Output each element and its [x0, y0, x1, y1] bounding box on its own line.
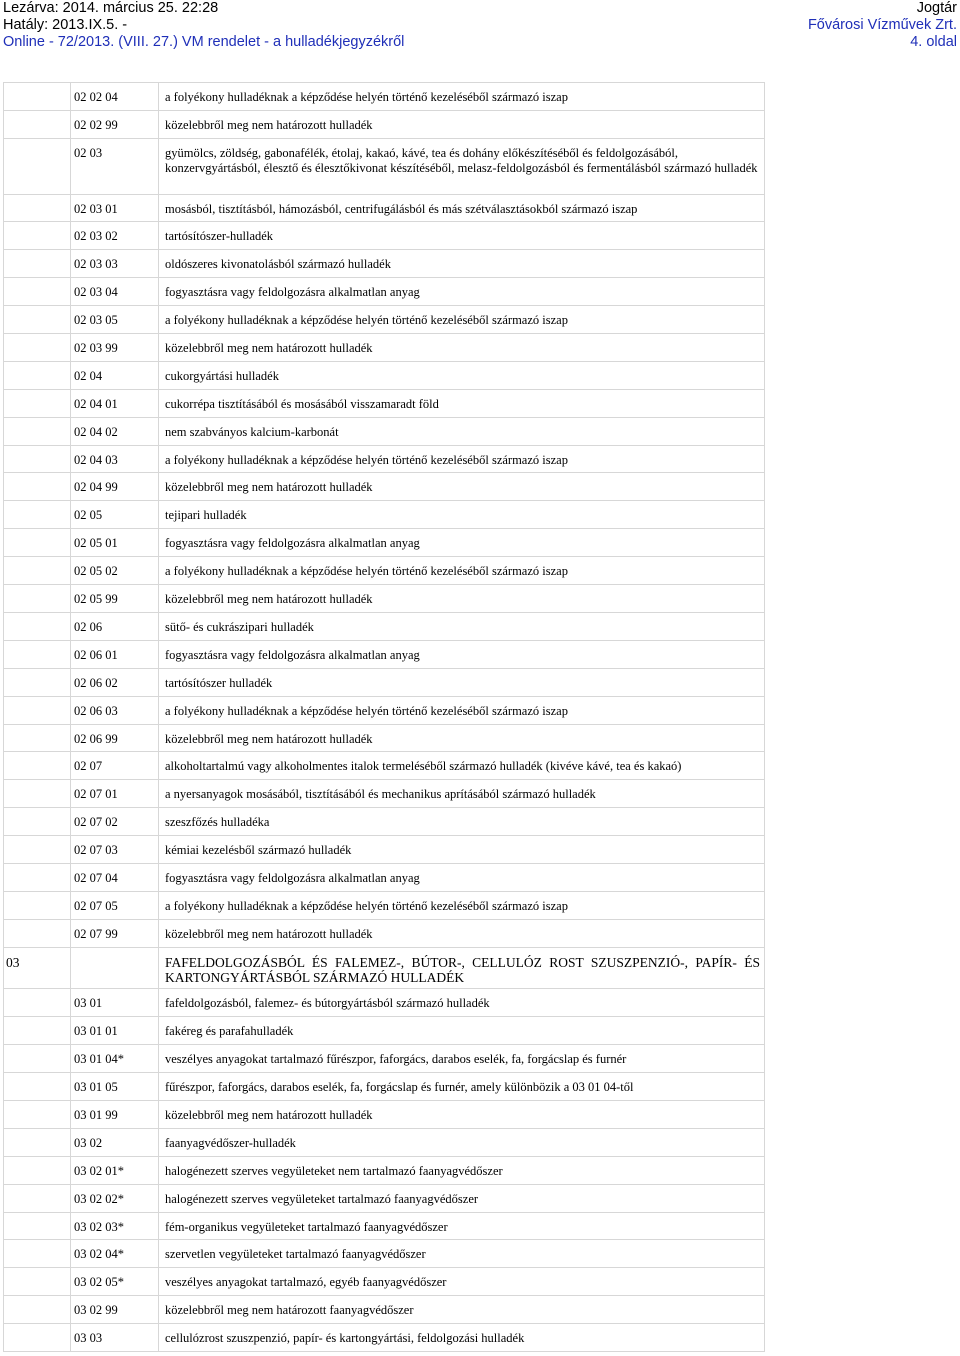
table-row — [4, 557, 765, 585]
category-code — [4, 724, 71, 752]
waste-code: 02 06 02 — [71, 668, 159, 696]
table-row — [4, 919, 765, 947]
table-row — [4, 696, 765, 724]
waste-code: 02 04 — [71, 361, 159, 389]
table-row — [4, 110, 765, 138]
category-code — [4, 501, 71, 529]
waste-description: közelebbről meg nem határozott hulladék — [159, 473, 765, 501]
table-row — [4, 417, 765, 445]
table-row — [4, 585, 765, 613]
table-row — [4, 529, 765, 557]
category-code — [4, 1045, 71, 1073]
category-code — [4, 306, 71, 334]
waste-code: 02 07 — [71, 752, 159, 780]
table-row — [4, 445, 765, 473]
category-code — [4, 110, 71, 138]
waste-code: 03 02 02* — [71, 1184, 159, 1212]
document-title: Online - 72/2013. (VIII. 27.) VM rendelet - a hulladékjegyzékről — [3, 34, 405, 50]
waste-description: fogyasztásra vagy feldolgozásra alkalmatlan anyag — [159, 278, 765, 306]
waste-description: tartósítószer-hulladék — [159, 222, 765, 250]
closing-date: Lezárva: 2014. március 25. 22:28 — [3, 0, 219, 16]
table-row — [4, 334, 765, 362]
table-row — [4, 250, 765, 278]
waste-code: 03 02 — [71, 1128, 159, 1156]
table-row — [4, 1324, 765, 1352]
table-row — [4, 83, 765, 111]
category-code — [4, 752, 71, 780]
waste-code: 02 05 — [71, 501, 159, 529]
waste-code: 03 02 03* — [71, 1212, 159, 1240]
table-row — [4, 306, 765, 334]
waste-description: közelebbről meg nem határozott hulladék — [159, 724, 765, 752]
category-code — [4, 780, 71, 808]
waste-code: 02 04 02 — [71, 417, 159, 445]
category-code — [4, 445, 71, 473]
table-row — [4, 278, 765, 306]
table-row — [4, 891, 765, 919]
category-code — [4, 278, 71, 306]
waste-code: 02 07 02 — [71, 808, 159, 836]
waste-description: fogyasztásra vagy feldolgozásra alkalmatlan anyag — [159, 640, 765, 668]
waste-code: 02 05 01 — [71, 529, 159, 557]
waste-description: cukorgyártási hulladék — [159, 361, 765, 389]
waste-code: 03 02 01* — [71, 1156, 159, 1184]
waste-description: a folyékony hulladéknak a képződése helyén történő kezeléséből származó iszap — [159, 445, 765, 473]
category-code — [4, 473, 71, 501]
waste-description: cukorrépa tisztításából és mosásából visszamaradt föld — [159, 389, 765, 417]
waste-code: 02 04 03 — [71, 445, 159, 473]
waste-description: mosásból, tisztításból, hámozásból, centrifugálásból és más szétválasztásokból származó iszap — [159, 194, 765, 222]
category-code — [4, 1268, 71, 1296]
category-code — [4, 250, 71, 278]
table-row — [4, 501, 765, 529]
category-code — [4, 668, 71, 696]
table-row — [4, 724, 765, 752]
category-code — [4, 863, 71, 891]
category-code — [4, 1324, 71, 1352]
category-code — [4, 640, 71, 668]
table-row — [4, 1296, 765, 1324]
waste-description: a folyékony hulladéknak a képződése helyén történő kezeléséből származó iszap — [159, 557, 765, 585]
waste-code: 02 07 04 — [71, 863, 159, 891]
category-code — [4, 585, 71, 613]
waste-description: kémiai kezelésből származó hulladék — [159, 836, 765, 864]
waste-description: fakéreg és parafahulladék — [159, 1017, 765, 1045]
waste-description: sütő- és cukrászipari hulladék — [159, 612, 765, 640]
table-row — [4, 1268, 765, 1296]
table-row — [4, 752, 765, 780]
waste-description: a folyékony hulladéknak a képződése helyén történő kezeléséből származó iszap — [159, 891, 765, 919]
category-code — [4, 919, 71, 947]
waste-code: 03 01 99 — [71, 1100, 159, 1128]
table-row — [4, 1100, 765, 1128]
table-row — [4, 389, 765, 417]
waste-description: fogyasztásra vagy feldolgozásra alkalmatlan anyag — [159, 529, 765, 557]
waste-description: közelebbről meg nem határozott hulladék — [159, 334, 765, 362]
waste-code: 02 05 99 — [71, 585, 159, 613]
category-code — [4, 1017, 71, 1045]
waste-code: 03 01 05 — [71, 1073, 159, 1101]
waste-code: 03 01 — [71, 989, 159, 1017]
table-row — [4, 1156, 765, 1184]
category-code — [4, 557, 71, 585]
table-row — [4, 1240, 765, 1268]
waste-code: 02 03 02 — [71, 222, 159, 250]
waste-description: közelebbről meg nem határozott faanyagvédőszer — [159, 1296, 765, 1324]
waste-code: 02 04 99 — [71, 473, 159, 501]
table-row — [4, 138, 765, 194]
waste-description: gyümölcs, zöldség, gabonafélék, étolaj, kakaó, kávé, tea és dohány előkészítéséből és feldolgozásából, konzervgyártásból, élesztő és élesztőkivonat készítéséből, melasz-feldolgozásból és fermentálásból származó hulladék — [159, 138, 765, 194]
category-code — [4, 891, 71, 919]
waste-description: szervetlen vegyületeket tartalmazó faanyagvédőszer — [159, 1240, 765, 1268]
table-row — [4, 836, 765, 864]
category-code — [4, 1184, 71, 1212]
waste-description: nem szabványos kalcium-karbonát — [159, 417, 765, 445]
category-code — [4, 222, 71, 250]
category-code — [4, 612, 71, 640]
category-code — [4, 83, 71, 111]
waste-code: 03 02 04* — [71, 1240, 159, 1268]
waste-code: 03 02 05* — [71, 1268, 159, 1296]
waste-description: alkoholtartalmú vagy alkoholmentes italok termeléséből származó hulladék (kivéve kávé, tea és kakaó) — [159, 752, 765, 780]
page-number: 4. oldal — [910, 34, 957, 50]
category-code — [4, 138, 71, 194]
table-row — [4, 640, 765, 668]
category-code — [4, 194, 71, 222]
category-code — [4, 1128, 71, 1156]
waste-description: közelebbről meg nem határozott hulladék — [159, 585, 765, 613]
page-header — [0, 0, 960, 52]
waste-code — [71, 947, 159, 989]
waste-description: veszélyes anyagokat tartalmazó, egyéb faanyagvédőszer — [159, 1268, 765, 1296]
category-code — [4, 836, 71, 864]
waste-code: 02 07 03 — [71, 836, 159, 864]
table-row — [4, 1073, 765, 1101]
table-row — [4, 1017, 765, 1045]
waste-description: halogénezett szerves vegyületeket nem tartalmazó faanyagvédőszer — [159, 1156, 765, 1184]
waste-description: közelebbről meg nem határozott hulladék — [159, 1100, 765, 1128]
table-row — [4, 194, 765, 222]
waste-description: fafeldolgozásból, falemez- és bútorgyártásból származó hulladék — [159, 989, 765, 1017]
publisher-name: Jogtár — [916, 0, 957, 16]
waste-code: 02 04 01 — [71, 389, 159, 417]
table-row — [4, 668, 765, 696]
category-code — [4, 1296, 71, 1324]
waste-description: fűrészpor, faforgács, darabos eselék, fa, forgácslap és furnér, amely különbözik a 03 01 04-től — [159, 1073, 765, 1101]
category-code — [4, 1212, 71, 1240]
waste-description: a folyékony hulladéknak a képződése helyén történő kezeléséből származó iszap — [159, 306, 765, 334]
category-code — [4, 529, 71, 557]
waste-code: 02 07 99 — [71, 919, 159, 947]
waste-code: 02 06 01 — [71, 640, 159, 668]
table-row — [4, 473, 765, 501]
waste-code: 03 01 01 — [71, 1017, 159, 1045]
waste-description: közelebbről meg nem határozott hulladék — [159, 919, 765, 947]
category-code — [4, 1073, 71, 1101]
waste-description: fém-organikus vegyületeket tartalmazó faanyagvédőszer — [159, 1212, 765, 1240]
waste-code: 02 02 04 — [71, 83, 159, 111]
category-code — [4, 696, 71, 724]
table-row — [4, 612, 765, 640]
table-row — [4, 1212, 765, 1240]
waste-code: 02 03 03 — [71, 250, 159, 278]
category-code — [4, 808, 71, 836]
table-row — [4, 222, 765, 250]
waste-code: 02 07 05 — [71, 891, 159, 919]
waste-code-table — [3, 82, 765, 1352]
table-row — [4, 808, 765, 836]
table-row — [4, 1045, 765, 1073]
waste-description: faanyagvédőszer-hulladék — [159, 1128, 765, 1156]
table-row — [4, 989, 765, 1017]
waste-code: 02 02 99 — [71, 110, 159, 138]
table-row — [4, 780, 765, 808]
waste-code: 02 03 99 — [71, 334, 159, 362]
waste-description: fogyasztásra vagy feldolgozásra alkalmatlan anyag — [159, 863, 765, 891]
waste-code: 02 03 05 — [71, 306, 159, 334]
waste-description: FAFELDOLGOZÁSBÓL ÉS FALEMEZ-, BÚTOR-, CELLULÓZ ROST SZUSZPENZIÓ-, PAPÍR- ÉS KARTONGYÁRTÁSBÓL SZÁRMAZÓ HULLADÉK — [159, 947, 765, 989]
waste-code: 02 05 02 — [71, 557, 159, 585]
category-code — [4, 389, 71, 417]
waste-description: a folyékony hulladéknak a képződése helyén történő kezeléséből származó iszap — [159, 696, 765, 724]
waste-code: 02 06 — [71, 612, 159, 640]
waste-description: oldószeres kivonatolásból származó hulladék — [159, 250, 765, 278]
category-code — [4, 989, 71, 1017]
waste-description: tejipari hulladék — [159, 501, 765, 529]
category-code — [4, 1240, 71, 1268]
waste-description: cellulózrost szuszpenzió, papír- és kartongyártási, feldolgozási hulladék — [159, 1324, 765, 1352]
category-code — [4, 417, 71, 445]
licensee-name: Fővárosi Vízművek Zrt. — [807, 17, 957, 33]
table-row — [4, 361, 765, 389]
category-code — [4, 334, 71, 362]
waste-description: a nyersanyagok mosásából, tisztításából és mechanikus aprításából származó hulladék — [159, 780, 765, 808]
waste-description: tartósítószer hulladék — [159, 668, 765, 696]
waste-description: közelebbről meg nem határozott hulladék — [159, 110, 765, 138]
waste-code: 02 03 01 — [71, 194, 159, 222]
category-code — [4, 1156, 71, 1184]
waste-code: 02 03 04 — [71, 278, 159, 306]
waste-code: 03 01 04* — [71, 1045, 159, 1073]
waste-description: halogénezett szerves vegyületeket tartalmazó faanyagvédőszer — [159, 1184, 765, 1212]
waste-code: 02 07 01 — [71, 780, 159, 808]
waste-code: 02 03 — [71, 138, 159, 194]
waste-code: 02 06 03 — [71, 696, 159, 724]
waste-description: veszélyes anyagokat tartalmazó fűrészpor, faforgács, darabos eselék, fa, forgácslap és furnér — [159, 1045, 765, 1073]
table-row — [4, 1128, 765, 1156]
waste-code-table-body — [4, 83, 765, 1352]
table-row — [4, 1184, 765, 1212]
waste-description: szeszfőzés hulladéka — [159, 808, 765, 836]
category-code — [4, 1100, 71, 1128]
waste-description: a folyékony hulladéknak a képződése helyén történő kezeléséből származó iszap — [159, 83, 765, 111]
waste-code: 03 02 99 — [71, 1296, 159, 1324]
category-code — [4, 361, 71, 389]
waste-code: 02 06 99 — [71, 724, 159, 752]
effective-date: Hatály: 2013.IX.5. - — [3, 17, 128, 33]
table-row — [4, 863, 765, 891]
table-row — [4, 947, 765, 989]
waste-code: 03 03 — [71, 1324, 159, 1352]
category-code: 03 — [4, 947, 71, 989]
